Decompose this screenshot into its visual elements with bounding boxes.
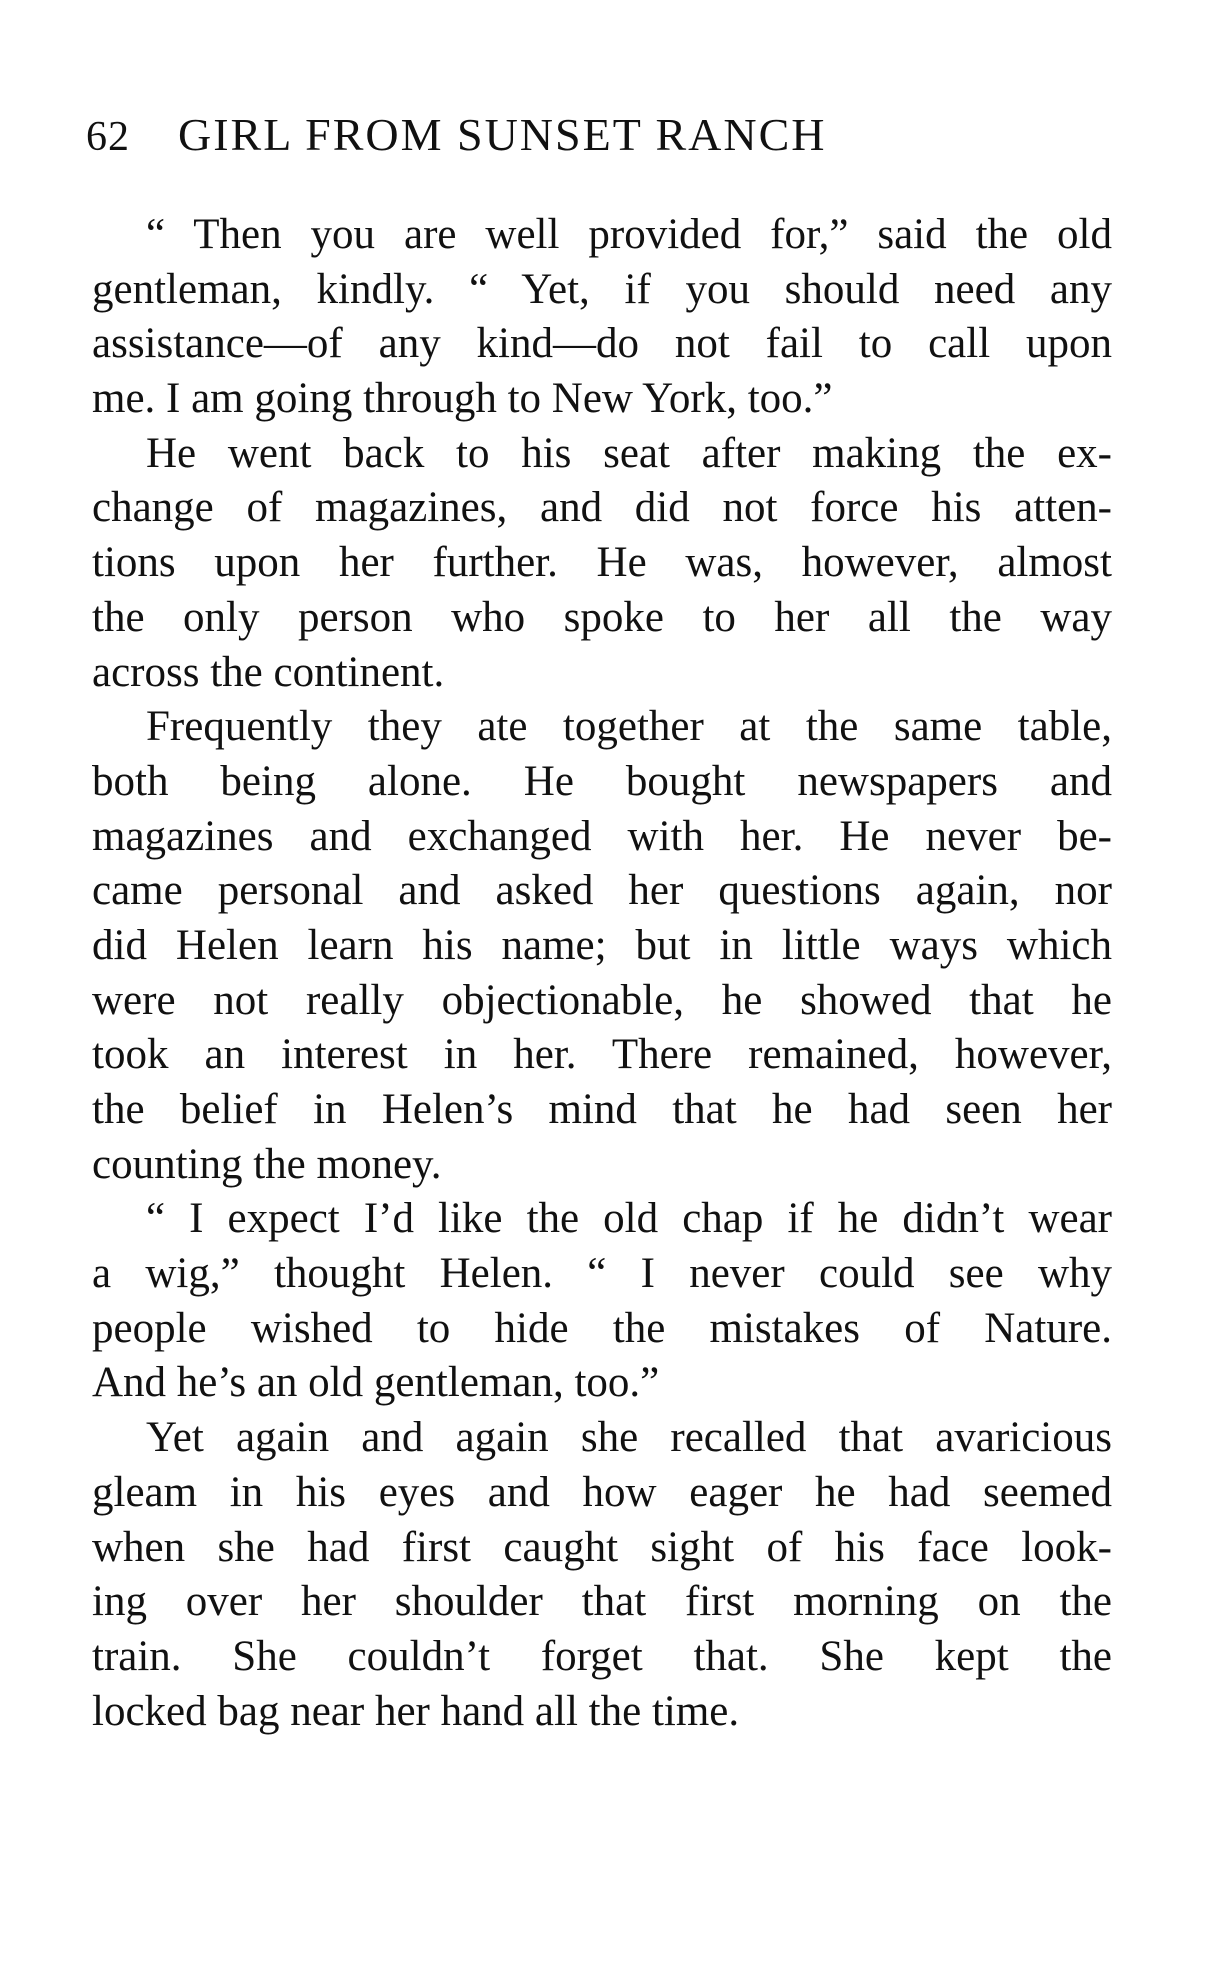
text-line: me. I am going through to New York, too.” [92,375,833,423]
text-line: And he’s an old gentleman, too.” [92,1359,660,1407]
text-line: the belief in Helen’s mind that he had seen her [92,1086,1112,1133]
text-line: locked bag near her hand all the time. [92,1687,740,1735]
text-line: a wig,” thought Helen. “ I never could see why [92,1250,1112,1298]
text-line: assistance—of any kind—do not fail to call upon [92,320,1112,368]
text-line: took an interest in her. There remained, however, [92,1031,1112,1079]
text-line: counting the money. [92,1140,442,1188]
page-number: 62 [86,114,130,160]
running-head [86,108,1126,168]
text-line: ing over her shoulder that first morning on the [92,1578,1112,1626]
text-line: gleam in his eyes and how eager he had seemed [92,1468,1112,1516]
text-line: “ I expect I’d like the old chap if he didn’t wear [146,1195,1112,1243]
text-line: tions upon her further. He was, however, almost [92,539,1112,587]
text-line: across the continent. [92,648,445,696]
text-line: change of magazines, and did not force his atten- [92,484,1112,532]
text-line: people wished to hide the mistakes of Nature. [92,1304,1112,1352]
text-line: were not really objectionable, he showed that he [92,976,1112,1024]
text-line: train. She couldn’t forget that. She kept the [92,1632,1112,1680]
text-line: did Helen learn his name; but in little ways which [92,921,1112,969]
text-line: Frequently they ate together at the same table, [146,703,1112,751]
text-line: came personal and asked her questions again, nor [92,867,1112,915]
text-line: when she had first caught sight of his face look- [92,1523,1112,1571]
text-line: the only person who spoke to her all the way [92,593,1112,641]
text-line: both being alone. He bought newspapers and [92,757,1112,805]
text-line: Yet again and again she recalled that avaricious [146,1414,1112,1462]
text-line: He went back to his seat after making the ex- [146,429,1112,477]
text-line: magazines and exchanged with her. He never be- [92,812,1112,860]
text-line: gentleman, kindly. “ Yet, if you should need any [92,265,1112,313]
body-text [92,208,1112,1739]
running-title: GIRL FROM SUNSET RANCH [178,109,827,160]
text-line: “ Then you are well provided for,” said the old [146,211,1112,258]
